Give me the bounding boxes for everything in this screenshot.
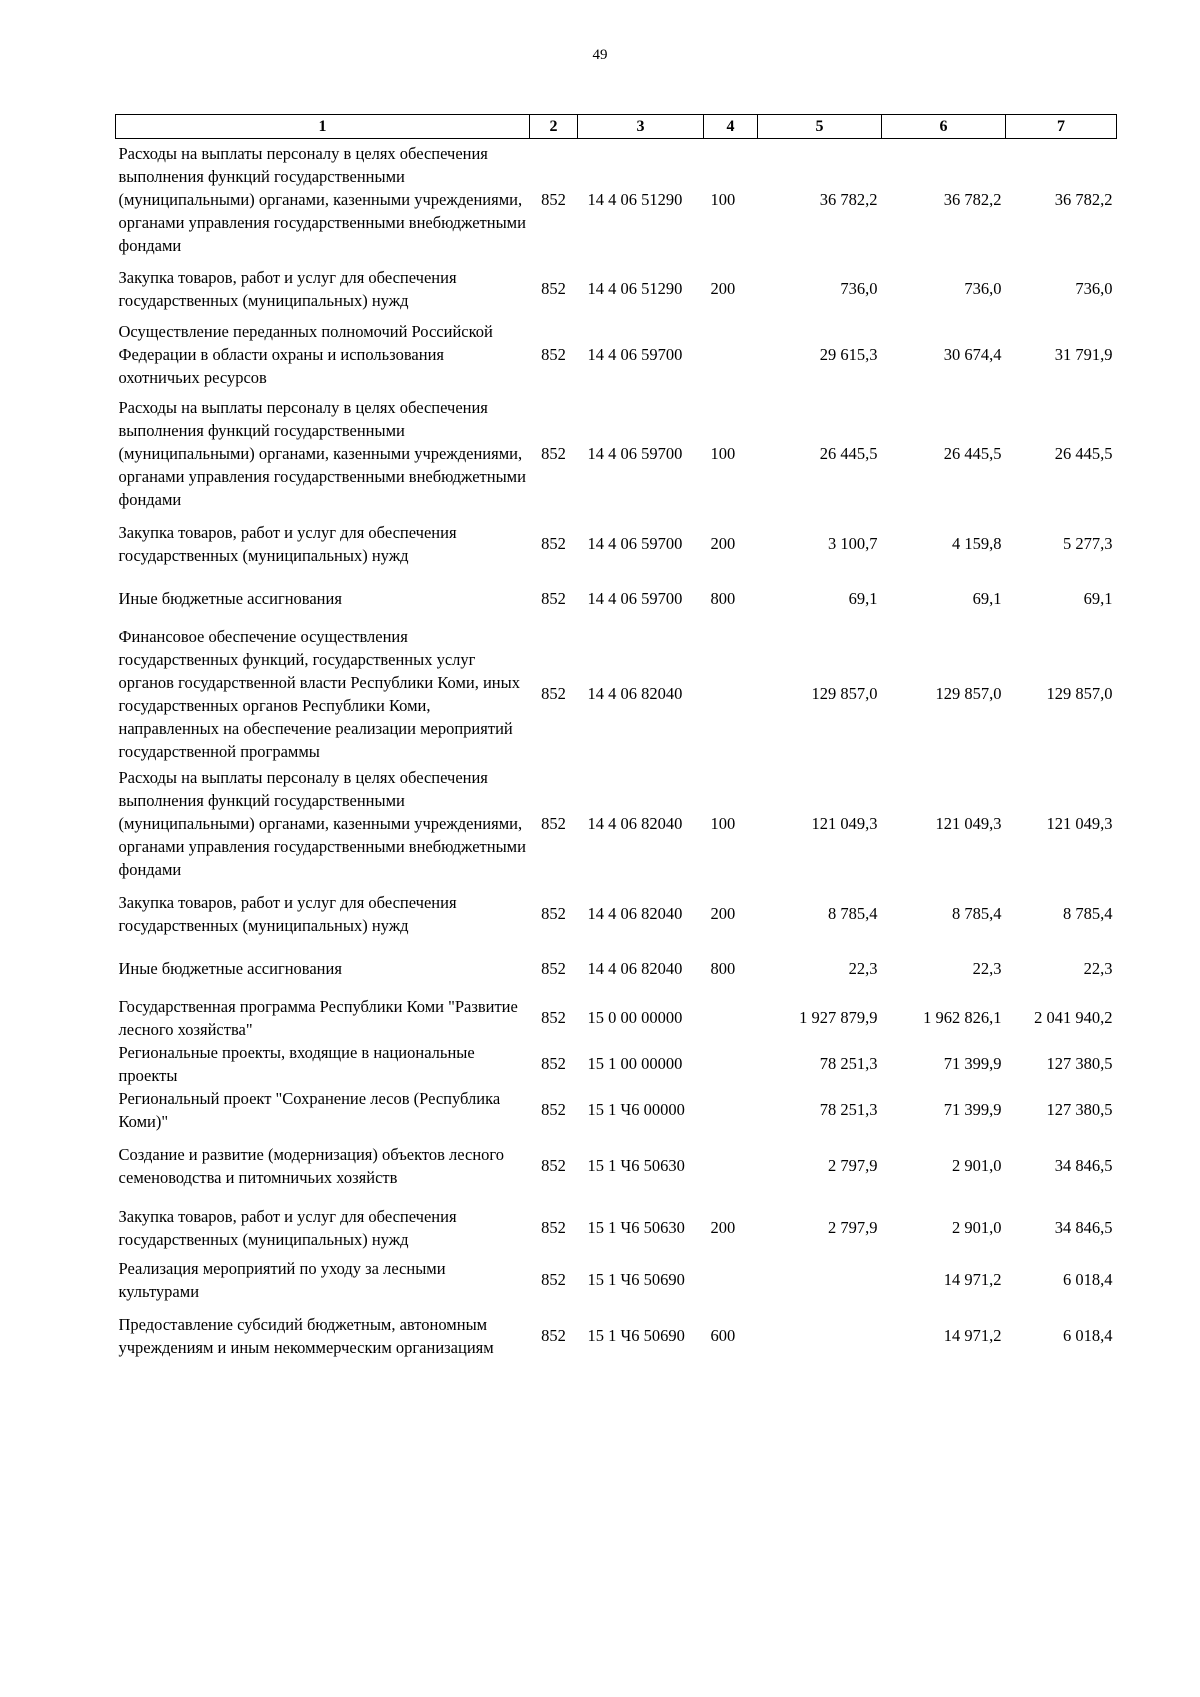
row-value-6: 8 785,4 (952, 904, 1002, 923)
row-value-5: 2 797,9 (828, 1156, 878, 1175)
table-row (116, 763, 1117, 885)
table-row (116, 625, 1117, 763)
row-csr: 15 1 Ч6 00000 (587, 1100, 685, 1119)
row-name: Расходы на выплаты персоналу в целях обеспечения выполнения функций государственными (муниципальными) органами, казенными учреждениями, органами управления государственными внебюджетными фондами (118, 768, 526, 879)
table-row (116, 1087, 1117, 1133)
row-value-5: 36 782,2 (819, 190, 878, 210)
row-value-5: 8 785,4 (828, 904, 878, 923)
header-col-3: 3 (578, 115, 704, 139)
row-value-6: 36 782,2 (943, 190, 1002, 210)
row-name: Региональные проекты, входящие в национальные проекты (118, 1042, 475, 1085)
table-row (116, 573, 1117, 625)
row-value-7: 34 846,5 (1054, 1218, 1113, 1237)
row-grbs: 852 (541, 1218, 566, 1237)
row-value-7: 6 018,4 (1063, 1326, 1113, 1345)
row-csr: 14 4 06 59700 (587, 444, 683, 463)
row-value-5: 736,0 (840, 279, 878, 298)
table-row (116, 1257, 1117, 1303)
row-grbs: 852 (541, 684, 566, 703)
row-csr: 15 1 00 00000 (587, 1054, 683, 1073)
row-grbs: 852 (541, 1326, 566, 1345)
row-value-6: 2 901,0 (952, 1156, 1002, 1175)
row-value-7: 22,3 (1083, 959, 1113, 978)
row-vr: 200 (710, 904, 736, 923)
row-value-7: 31 791,9 (1054, 345, 1113, 364)
header-col-7: 7 (1006, 115, 1117, 139)
row-vr (704, 1041, 758, 1087)
row-name: Финансовое обеспечение осуществления государственных функций, государственных услуг органов государственной власти Республики Коми, иных государственных органов Республики Коми, направленных на обеспечение реализации мероприятий государственной программы (118, 626, 520, 761)
row-vr: 200 (710, 1218, 736, 1237)
row-vr: 100 (710, 190, 736, 210)
row-value-7: 5 277,3 (1063, 534, 1113, 553)
table-row (116, 943, 1117, 995)
row-value-7: 69,1 (1083, 589, 1113, 608)
row-value-5: 2 797,9 (828, 1218, 878, 1237)
row-csr: 15 1 Ч6 50630 (587, 1218, 685, 1237)
header-col-6: 6 (882, 115, 1006, 139)
row-value-6: 71 399,9 (943, 1054, 1002, 1073)
row-grbs: 852 (541, 190, 566, 210)
row-csr: 14 4 06 51290 (587, 190, 683, 210)
row-value-7: 2 041 940,2 (1034, 1008, 1113, 1027)
row-value-6: 14 971,2 (943, 1270, 1002, 1289)
row-value-5: 26 445,5 (819, 444, 878, 463)
row-grbs: 852 (541, 1270, 566, 1289)
row-value-6: 4 159,8 (952, 534, 1002, 553)
row-value-6: 69,1 (972, 589, 1002, 608)
header-col-1: 1 (116, 115, 530, 139)
row-name: Иные бюджетные ассигнования (118, 959, 342, 978)
row-value-6: 71 399,9 (943, 1100, 1002, 1119)
row-grbs: 852 (541, 345, 566, 364)
row-vr: 200 (710, 279, 736, 298)
table-body (116, 139, 1117, 1369)
row-vr (704, 1257, 758, 1303)
table-row (116, 515, 1117, 573)
row-value-5: 69,1 (848, 589, 878, 608)
row-csr: 15 1 Ч6 50690 (587, 1326, 685, 1345)
row-csr: 15 0 00 00000 (587, 1008, 683, 1027)
row-grbs: 852 (541, 589, 566, 608)
table-row (116, 317, 1117, 393)
row-name: Расходы на выплаты персоналу в целях обеспечения выполнения функций государственными (муниципальными) органами, казенными учреждениями, органами управления государственными внебюджетными фондами (118, 144, 526, 256)
row-name: Реализация мероприятий по уходу за лесными культурами (118, 1258, 446, 1301)
row-csr: 14 4 06 82040 (587, 684, 683, 703)
row-csr: 14 4 06 82040 (587, 814, 683, 833)
row-value-6: 129 857,0 (935, 684, 1002, 703)
row-grbs: 852 (541, 1100, 566, 1119)
row-vr: 100 (710, 444, 736, 463)
row-value-6: 2 901,0 (952, 1218, 1002, 1237)
header-row (116, 115, 1117, 139)
row-csr: 14 4 06 82040 (587, 959, 683, 978)
row-grbs: 852 (541, 444, 566, 463)
row-value-7: 127 380,5 (1046, 1100, 1113, 1119)
row-csr: 14 4 06 59700 (587, 345, 683, 364)
row-value-5: 129 857,0 (811, 684, 878, 703)
row-csr: 15 1 Ч6 50630 (587, 1156, 685, 1175)
row-value-7: 127 380,5 (1046, 1054, 1113, 1073)
table-row (116, 1041, 1117, 1087)
row-name: Осуществление переданных полномочий Российской Федерации в области охраны и использования охотничьих ресурсов (118, 322, 493, 387)
row-value-5: 78 251,3 (819, 1100, 878, 1119)
row-name: Региональный проект "Сохранение лесов (Республика Коми)" (118, 1088, 501, 1131)
row-value-6: 22,3 (972, 959, 1002, 978)
header-col-2: 2 (530, 115, 578, 139)
row-grbs: 852 (541, 534, 566, 553)
row-value-6: 1 962 826,1 (923, 1008, 1002, 1027)
header-col-5: 5 (758, 115, 882, 139)
row-grbs: 852 (541, 279, 566, 298)
table-row (116, 1199, 1117, 1257)
row-csr: 15 1 Ч6 50690 (587, 1270, 685, 1289)
budget-table (115, 114, 1117, 1369)
row-name: Закупка товаров, работ и услуг для обеспечения государственных (муниципальных) нужд (118, 522, 457, 565)
row-name: Создание и развитие (модернизация) объектов лесного семеноводства и питомничьих хозяйств (118, 1144, 505, 1187)
row-vr (704, 1133, 758, 1199)
row-name: Государственная программа Республики Коми "Развитие лесного хозяйства" (118, 996, 518, 1039)
table-row (116, 1133, 1117, 1199)
page-number: 49 (592, 47, 608, 63)
row-value-7: 6 018,4 (1063, 1270, 1113, 1289)
header-col-4: 4 (704, 115, 758, 139)
table-row (116, 139, 1117, 261)
row-vr: 600 (710, 1326, 736, 1345)
row-vr (704, 625, 758, 763)
row-vr (704, 1087, 758, 1133)
row-value-5: 121 049,3 (811, 814, 878, 833)
row-value-5: 3 100,7 (828, 534, 878, 553)
row-name: Закупка товаров, работ и услуг для обеспечения государственных (муниципальных) нужд (118, 892, 457, 935)
row-vr (704, 995, 758, 1041)
row-value-5 (758, 1303, 882, 1369)
row-grbs: 852 (541, 959, 566, 978)
row-value-6: 30 674,4 (943, 345, 1002, 364)
row-value-6: 26 445,5 (943, 444, 1002, 463)
row-name: Иные бюджетные ассигнования (118, 589, 342, 608)
row-value-5: 29 615,3 (819, 345, 878, 364)
row-value-7: 8 785,4 (1063, 904, 1113, 923)
row-grbs: 852 (541, 814, 566, 833)
row-grbs: 852 (541, 1156, 566, 1175)
row-vr: 800 (710, 959, 736, 978)
row-value-5 (758, 1257, 882, 1303)
row-name: Закупка товаров, работ и услуг для обеспечения государственных (муниципальных) нужд (118, 1206, 457, 1249)
table-row (116, 885, 1117, 943)
row-value-7: 121 049,3 (1046, 814, 1113, 833)
row-value-7: 26 445,5 (1054, 444, 1113, 463)
row-csr: 14 4 06 59700 (587, 534, 683, 553)
row-value-5: 22,3 (848, 959, 878, 978)
row-csr: 14 4 06 51290 (587, 279, 683, 298)
row-value-5: 1 927 879,9 (799, 1008, 878, 1027)
row-value-7: 736,0 (1075, 279, 1113, 298)
row-value-6: 14 971,2 (943, 1326, 1002, 1345)
row-value-7: 129 857,0 (1046, 684, 1113, 703)
row-grbs: 852 (541, 904, 566, 923)
table-row (116, 393, 1117, 515)
row-vr (704, 317, 758, 393)
table-row (116, 261, 1117, 317)
table-header (116, 115, 1117, 139)
row-name: Предоставление субсидий бюджетным, автономным учреждениям и иным некоммерческим организациям (118, 1314, 494, 1357)
row-vr: 800 (710, 589, 736, 608)
row-value-5: 78 251,3 (819, 1054, 878, 1073)
table-row (116, 1303, 1117, 1369)
row-value-6: 121 049,3 (935, 814, 1002, 833)
row-value-7: 36 782,2 (1054, 190, 1113, 210)
row-grbs: 852 (541, 1008, 566, 1027)
row-vr: 100 (710, 814, 736, 833)
row-csr: 14 4 06 82040 (587, 904, 683, 923)
row-value-6: 736,0 (964, 279, 1002, 298)
row-grbs: 852 (541, 1054, 566, 1073)
row-name: Закупка товаров, работ и услуг для обеспечения государственных (муниципальных) нужд (118, 267, 457, 310)
row-value-7: 34 846,5 (1054, 1156, 1113, 1175)
row-vr: 200 (710, 534, 736, 553)
row-csr: 14 4 06 59700 (587, 589, 683, 608)
table-row (116, 995, 1117, 1041)
row-name: Расходы на выплаты персоналу в целях обеспечения выполнения функций государственными (муниципальными) органами, казенными учреждениями, органами управления государственными внебюджетными фондами (118, 398, 526, 509)
